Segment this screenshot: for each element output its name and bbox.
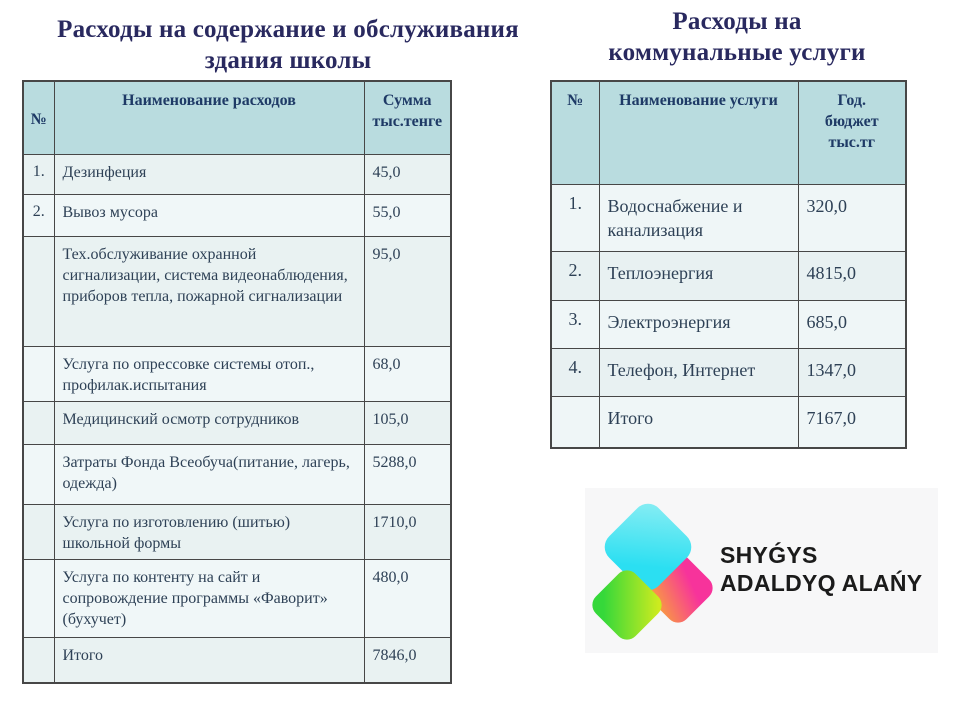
logo-panel bbox=[585, 488, 938, 653]
table-row bbox=[551, 184, 906, 251]
row-value: 685,0 bbox=[798, 300, 906, 348]
logo-text bbox=[720, 541, 922, 597]
row-num: 1. bbox=[551, 184, 599, 251]
row-num bbox=[23, 637, 54, 683]
header-sum-line1: Сумма bbox=[382, 92, 432, 109]
header-name: Наименование услуги bbox=[599, 81, 798, 184]
row-num: 2. bbox=[23, 194, 54, 236]
row-value: 95,0 bbox=[364, 236, 451, 346]
right-title-line2: коммунальные услуги bbox=[608, 39, 866, 66]
row-name: Услуга по изготовлению (шитью) школьной формы bbox=[54, 504, 364, 559]
table-header-row bbox=[551, 81, 906, 184]
table-row bbox=[551, 300, 906, 348]
row-num bbox=[551, 396, 599, 448]
table-row bbox=[23, 444, 451, 504]
row-name: Телефон, Интернет bbox=[599, 348, 798, 396]
left-title-line2: здания школы bbox=[204, 47, 372, 74]
row-name: Медицинский осмотр сотрудников bbox=[54, 401, 364, 444]
header-sum bbox=[364, 81, 451, 154]
table-row bbox=[23, 559, 451, 637]
table-row bbox=[23, 194, 451, 236]
row-name: Вывоз мусора bbox=[54, 194, 364, 236]
row-value: 105,0 bbox=[364, 401, 451, 444]
building-expenses-table bbox=[22, 80, 452, 684]
row-name: Дезинфеция bbox=[54, 154, 364, 194]
row-value: 45,0 bbox=[364, 154, 451, 194]
utilities-expenses-table bbox=[550, 80, 907, 449]
left-table-title bbox=[30, 14, 546, 76]
row-num: 2. bbox=[551, 251, 599, 300]
logo-text-line2: ADALDYQ ALAŃY bbox=[720, 570, 923, 596]
header-num: № bbox=[551, 81, 599, 184]
row-num bbox=[23, 444, 54, 504]
table-row bbox=[23, 154, 451, 194]
row-name: Услуга по опрессовке системы отоп., профилак.испытания bbox=[54, 346, 364, 401]
row-value: 1710,0 bbox=[364, 504, 451, 559]
header-sum-line2: тыс.тенге bbox=[372, 113, 443, 130]
row-num: 1. bbox=[23, 154, 54, 194]
header-sum-line1: Год. bbox=[837, 92, 866, 109]
row-num bbox=[23, 559, 54, 637]
left-title-line1: Расходы на содержание и обслуживания bbox=[57, 16, 519, 43]
row-value: 480,0 bbox=[364, 559, 451, 637]
row-value: 7846,0 bbox=[364, 637, 451, 683]
row-value: 55,0 bbox=[364, 194, 451, 236]
row-name: Электроэнергия bbox=[599, 300, 798, 348]
row-name: Водоснабжение и канализация bbox=[599, 184, 798, 251]
row-name: Итого bbox=[599, 396, 798, 448]
header-name: Наименование расходов bbox=[54, 81, 364, 154]
row-name: Теплоэнергия bbox=[599, 251, 798, 300]
row-value: 7167,0 bbox=[798, 396, 906, 448]
row-num: 3. bbox=[551, 300, 599, 348]
right-table-title bbox=[562, 6, 912, 68]
row-name: Итого bbox=[54, 637, 364, 683]
table-row bbox=[23, 401, 451, 444]
table-row-total bbox=[551, 396, 906, 448]
table-row bbox=[551, 348, 906, 396]
row-num bbox=[23, 236, 54, 346]
row-num bbox=[23, 346, 54, 401]
row-value: 5288,0 bbox=[364, 444, 451, 504]
row-value: 1347,0 bbox=[798, 348, 906, 396]
row-name: Тех.обслуживание охранной сигнализации, система видеонаблюдения, приборов тепла, пожарной сигнализации bbox=[54, 236, 364, 346]
table-row bbox=[23, 504, 451, 559]
row-value: 320,0 bbox=[798, 184, 906, 251]
logo-text-line1: SHYǴYS bbox=[720, 542, 818, 568]
table-row bbox=[23, 346, 451, 401]
row-num bbox=[23, 401, 54, 444]
table-row bbox=[551, 251, 906, 300]
row-value: 4815,0 bbox=[798, 251, 906, 300]
table-row-total bbox=[23, 637, 451, 683]
header-sum-line3: тыс.тг bbox=[828, 134, 876, 151]
row-value: 68,0 bbox=[364, 346, 451, 401]
right-title-line1: Расходы на bbox=[672, 8, 802, 35]
row-name: Услуга по контенту на сайт и сопровождение программы «Фаворит» (бухучет) bbox=[54, 559, 364, 637]
row-name: Затраты Фонда Всеобуча(питание, лагерь, одежда) bbox=[54, 444, 364, 504]
header-num: № bbox=[23, 81, 54, 154]
shygys-adaldyq-logo-icon bbox=[585, 488, 715, 653]
header-sum bbox=[798, 81, 906, 184]
table-header-row bbox=[23, 81, 451, 154]
row-num: 4. bbox=[551, 348, 599, 396]
header-sum-line2: бюджет bbox=[824, 113, 879, 130]
row-num bbox=[23, 504, 54, 559]
table-row bbox=[23, 236, 451, 346]
